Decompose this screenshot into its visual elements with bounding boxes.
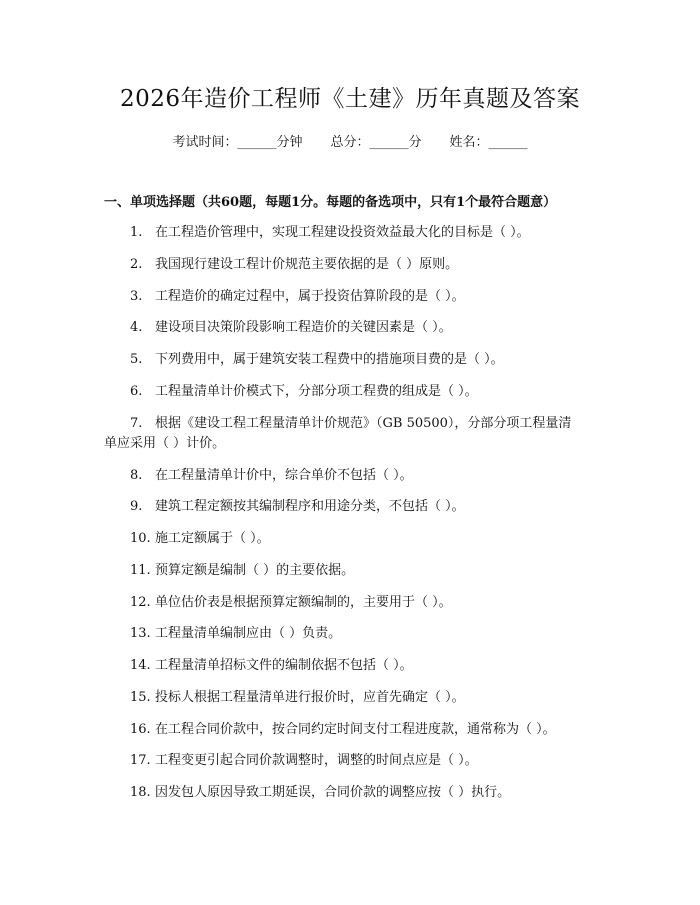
question-text: 在工程造价管理中，实现工程建设投资效益最大化的目标是（ ）。 bbox=[155, 225, 530, 240]
exam-info-line bbox=[0, 131, 700, 150]
question-item bbox=[130, 720, 556, 740]
question-text: 在工程量清单计价中，综合单价不包括（ ）。 bbox=[155, 468, 413, 483]
question-number: 18. bbox=[130, 785, 151, 800]
question-item bbox=[130, 593, 452, 613]
question-item bbox=[130, 223, 530, 243]
question-item bbox=[130, 561, 354, 581]
question-item bbox=[130, 688, 465, 708]
question-number: 4. bbox=[130, 320, 143, 335]
question-text: 工程量清单编制应由（ ）负责。 bbox=[155, 626, 342, 641]
name-field: 姓名：______ bbox=[449, 135, 528, 150]
question-item bbox=[130, 624, 341, 644]
question-text: 工程变更引起合同价款调整时，调整的时间点应是（ ）。 bbox=[155, 753, 478, 768]
question-text: 工程量清单计价模式下，分部分项工程费的组成是（ ）。 bbox=[155, 384, 478, 399]
question-text-line2: 单应采用（ ）计价。 bbox=[104, 436, 226, 451]
question-item bbox=[130, 382, 478, 402]
question-number: 13. bbox=[130, 626, 151, 641]
question-text-line1: 根据《建设工程工程量清单计价规范》（GB 50500），分部分项工程量清 bbox=[155, 416, 572, 431]
question-number: 12. bbox=[130, 595, 151, 610]
question-item bbox=[130, 656, 413, 676]
question-number: 5. bbox=[130, 352, 143, 367]
question-number: 10. bbox=[130, 531, 151, 546]
question-text: 下列费用中，属于建筑安装工程费中的措施项目费的是（ ）。 bbox=[155, 352, 504, 367]
document-title: 2026年造价工程师《土建》历年真题及答案 bbox=[119, 86, 581, 112]
question-item bbox=[130, 466, 413, 486]
question-text: 建设项目决策阶段影响工程造价的关键因素是（ ）。 bbox=[155, 320, 452, 335]
question-number: 17. bbox=[130, 753, 151, 768]
question-item bbox=[130, 497, 465, 517]
question-item bbox=[130, 350, 504, 370]
question-item bbox=[130, 783, 510, 803]
question-text: 单位估价表是根据预算定额编制的，主要用于（ ）。 bbox=[155, 595, 452, 610]
question-text: 工程造价的确定过程中，属于投资估算阶段的是（ ）。 bbox=[155, 289, 465, 304]
question-number: 6. bbox=[130, 384, 143, 399]
question-item bbox=[130, 751, 478, 771]
exam-time-field: 考试时间：______分钟 bbox=[172, 135, 303, 150]
question-number: 14. bbox=[130, 658, 151, 673]
question-text: 预算定额是编制（ ）的主要依据。 bbox=[155, 563, 355, 578]
question-item bbox=[130, 287, 465, 307]
question-text: 投标人根据工程量清单进行报价时，应首先确定（ ）。 bbox=[155, 690, 465, 705]
question-text: 工程量清单招标文件的编制依据不包括（ ）。 bbox=[155, 658, 413, 673]
question-text: 因发包人原因导致工期延误，合同价款的调整应按（ ）执行。 bbox=[155, 785, 511, 800]
question-text: 在工程合同价款中，按合同约定时间支付工程进度款，通常称为（ ）。 bbox=[155, 722, 556, 737]
question-text: 建筑工程定额按其编制程序和用途分类，不包括（ ）。 bbox=[155, 499, 465, 514]
question-text: 施工定额属于（ ）。 bbox=[155, 531, 270, 546]
question-number: 15. bbox=[130, 690, 151, 705]
question-item bbox=[130, 529, 270, 549]
section-heading: 一、单项选择题（共60题，每题1分。每题的备选项中，只有1个最符合题意） bbox=[104, 195, 557, 210]
question-item bbox=[104, 414, 600, 454]
question-number: 16. bbox=[130, 722, 151, 737]
question-number: 1. bbox=[130, 225, 143, 240]
total-score-field: 总分：______分 bbox=[330, 135, 422, 150]
question-number: 9. bbox=[130, 499, 143, 514]
question-text: 我国现行建设工程计价规范主要依据的是（ ）原则。 bbox=[155, 257, 459, 272]
question-number: 3. bbox=[130, 289, 143, 304]
question-number: 7. bbox=[130, 416, 143, 431]
question-item bbox=[130, 255, 458, 275]
question-number: 2. bbox=[130, 257, 143, 272]
question-number: 11. bbox=[130, 563, 151, 578]
question-number: 8. bbox=[130, 468, 143, 483]
question-item bbox=[130, 318, 452, 338]
